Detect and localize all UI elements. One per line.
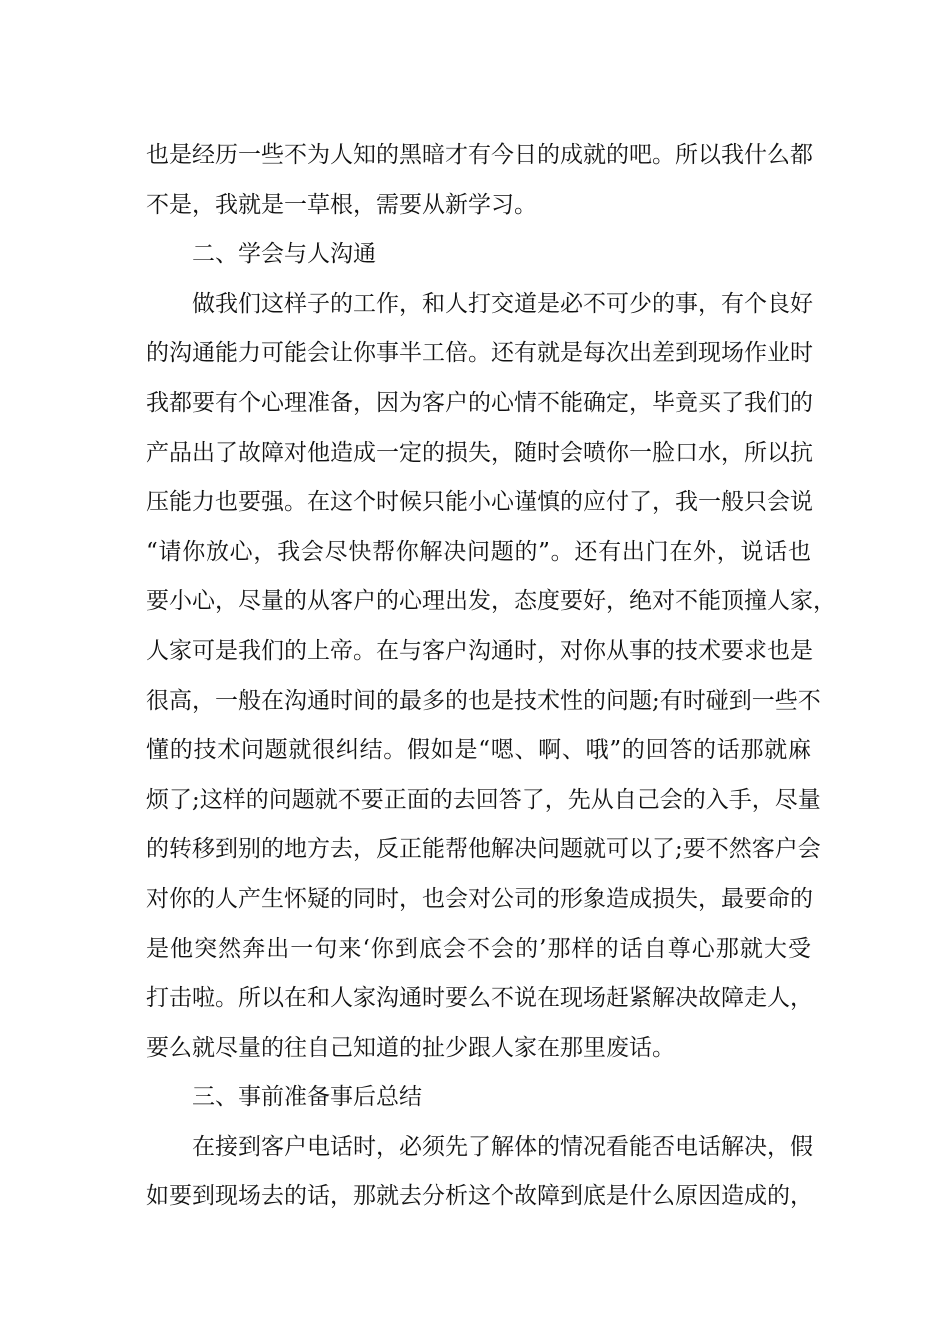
text-line: 人家可是我们的上帝。在与客户沟通时，对你从事的技术要求也是 [146, 637, 813, 664]
text-line: 做我们这样子的工作，和人打交道是必不可少的事，有个良好 [192, 290, 813, 317]
text-line: 要小心，尽量的从客户的心理出发，态度要好，绝对不能顶撞人家， [146, 588, 836, 615]
text-line: 二、学会与人沟通 [192, 241, 376, 268]
text-line: 在接到客户电话时，必须先了解体的情况看能否电话解决，假 [192, 1133, 813, 1160]
text-line: 压能力也要强。在这个时候只能小心谨慎的应付了，我一般只会说 [146, 489, 813, 516]
text-line: 打击啦。所以在和人家沟通时要么不说在现场赶紧解决故障走人， [146, 985, 813, 1012]
text-line: 产品出了故障对他造成一定的损失，随时会喷你一脸口水，所以抗 [146, 439, 813, 466]
text-line: 的转移到别的地方去，反正能帮他解决问题就可以了;要不然客户会 [146, 836, 821, 863]
text-line: 也是经历一些不为人知的黑暗才有今日的成就的吧。所以我什么都 [146, 142, 813, 168]
text-line: 要么就尽量的往自己知道的扯少跟人家在那里废话。 [146, 1034, 675, 1061]
text-line: 三、事前准备事后总结 [192, 1084, 422, 1111]
body-text [146, 131, 836, 1222]
text-line: 烦了;这样的问题就不要正面的去回答了，先从自己会的入手，尽量 [146, 786, 821, 813]
text-line: 的沟通能力可能会让你事半工倍。还有就是每次出差到现场作业时 [146, 340, 813, 367]
text-line: 懂的技术问题就很纠结。假如是“嗯、啊、哦”的回答的话那就麻 [146, 737, 811, 764]
text-line: 我都要有个心理准备，因为客户的心情不能确定，毕竟买了我们的 [146, 389, 813, 416]
text-line: “请你放心，我会尽快帮你解决问题的”。还有出门在外，说话也 [146, 538, 811, 565]
text-line: 是他突然奔出一句来‘你到底会不会的’那样的话自尊心那就大受 [146, 935, 811, 962]
text-line: 不是，我就是一草根，需要从新学习。 [146, 191, 537, 218]
text-line: 对你的人产生怀疑的同时，也会对公司的形象造成损失，最要命的 [146, 885, 813, 912]
text-line: 如要到现场去的话，那就去分析这个故障到底是什么原因造成的， [146, 1183, 813, 1210]
text-line: 很高，一般在沟通时间的最多的也是技术性的问题;有时碰到一些不 [146, 687, 821, 714]
